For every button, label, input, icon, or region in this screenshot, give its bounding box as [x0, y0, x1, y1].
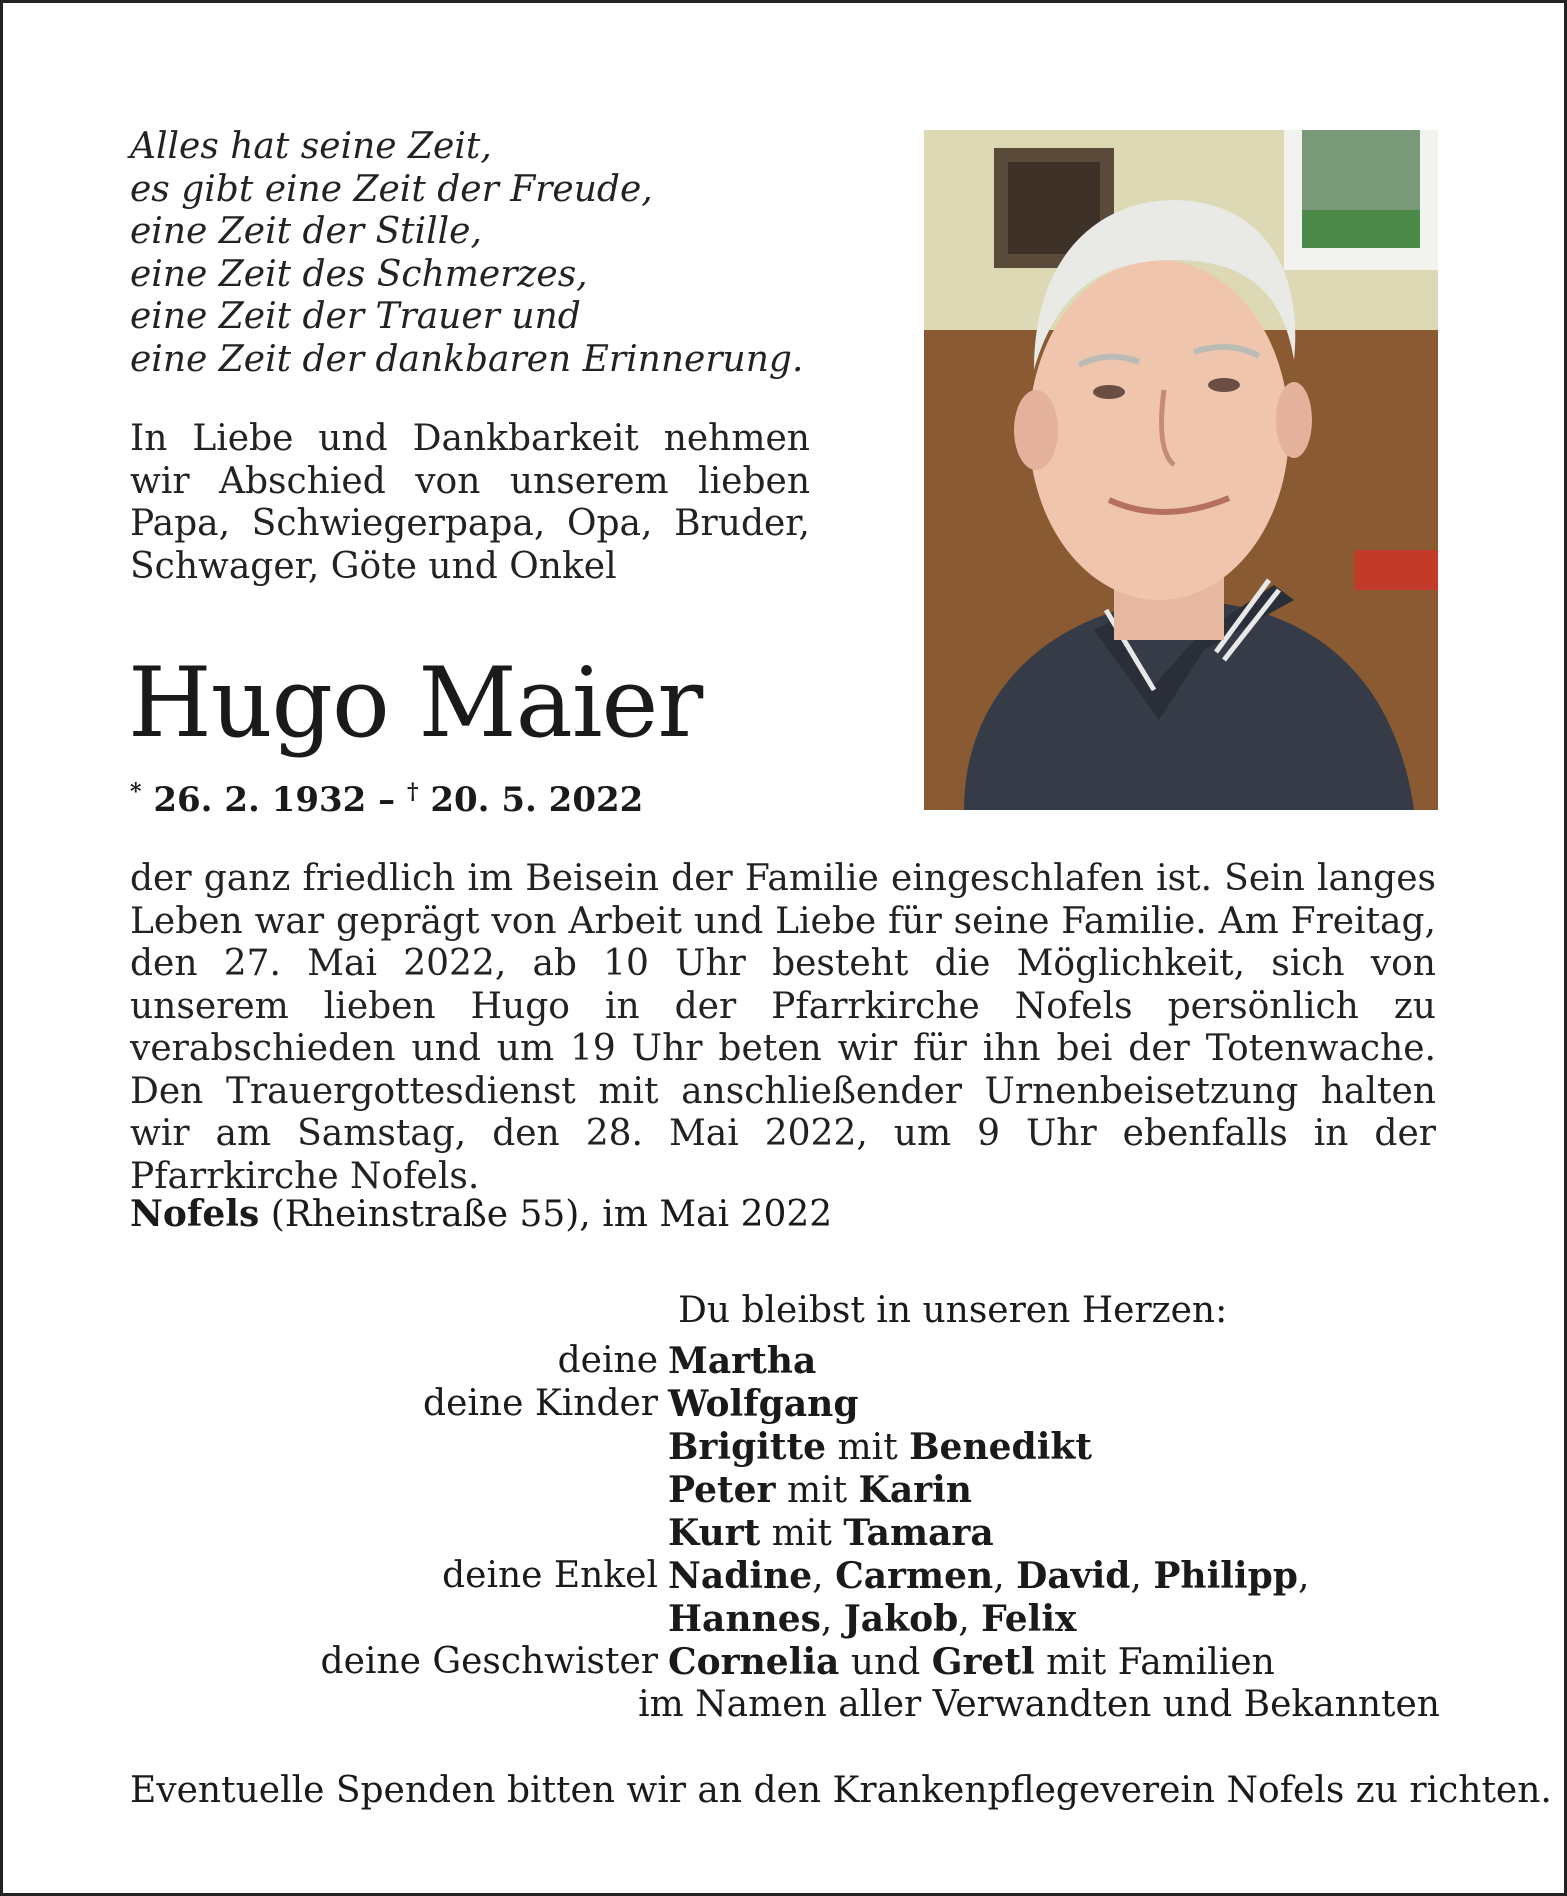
name-carmen: Carmen	[835, 1555, 994, 1597]
intro-text: In Liebe und Dankbarkeit nehmen wir Abschied von unserem lieben Papa, Schwiegerpapa, Opa, Bruder, Schwager, Göte und Onkel	[130, 418, 810, 587]
poem-line: Alles hat seine Zeit,	[130, 126, 492, 167]
family-row	[130, 1340, 1440, 1383]
donation-note: Eventuelle Spenden bitten wir an den Krankenpflegeverein Nofels zu richten.	[130, 1770, 1552, 1811]
family-names	[668, 1512, 1440, 1555]
name-cornelia: Cornelia	[668, 1641, 840, 1683]
family-names	[668, 1340, 1440, 1383]
poem-line: eine Zeit des Schmerzes,	[130, 253, 588, 295]
family-names	[668, 1426, 1440, 1469]
comma: ,	[812, 1556, 824, 1597]
birth-symbol: *	[130, 779, 142, 805]
comma: ,	[820, 1599, 833, 1640]
place-town: Nofels	[130, 1193, 260, 1235]
name-peter: Peter	[668, 1469, 776, 1511]
connector-und: und	[850, 1642, 921, 1683]
name-gretl: Gretl	[931, 1641, 1035, 1683]
connector-mit-familien: mit Familien	[1046, 1642, 1275, 1683]
relation-label	[130, 1512, 668, 1555]
name-tamara: Tamara	[843, 1512, 994, 1554]
death-symbol: †	[407, 779, 419, 805]
family-row	[130, 1469, 1440, 1512]
family-names	[668, 1469, 1440, 1512]
relation-label	[130, 1426, 668, 1469]
portrait-photo	[924, 130, 1438, 810]
poem-line: es gibt eine Zeit der Freude,	[130, 168, 653, 210]
family-names	[668, 1555, 1440, 1598]
family-row	[130, 1512, 1440, 1555]
relation-label: deine	[557, 1340, 658, 1381]
deceased-name: Hugo Maier	[128, 647, 703, 759]
name-kurt: Kurt	[668, 1512, 761, 1554]
announcement-text: der ganz friedlich im Beisein der Familie eingeschlafen ist. Sein langes Leben war geprägt von Arbeit und Liebe für seine Familie. Am Freitag, den 27. Mai 2022, ab 10 Uhr besteht die Möglichkeit, sich von unserem lieben Hugo in der Pfarrkirche Nofels persönlich zu verabschieden und um 19 Uhr beten wir für ihn bei der Totenwache. Den Trauergottesdienst mit anschließender Urnenbeisetzung halten wir am Samstag, den 28. Mai 2022, um 9 Uhr ebenfalls in der Pfarrkirche Nofels.	[130, 858, 1436, 1197]
family-row	[130, 1598, 1440, 1641]
life-dates	[130, 770, 643, 822]
poem-line: eine Zeit der Trauer und	[130, 296, 581, 337]
comma: ,	[1130, 1556, 1142, 1597]
name-felix: Felix	[981, 1598, 1077, 1640]
poem	[130, 126, 890, 381]
relatives-line: im Namen aller Verwandten und Bekannten	[638, 1684, 1440, 1725]
name-brigitte: Brigitte	[668, 1426, 827, 1468]
death-date: 20. 5. 2022	[430, 780, 644, 820]
name-hannes: Hannes	[668, 1598, 821, 1640]
family-row	[130, 1641, 1440, 1684]
poem-line: eine Zeit der Stille,	[130, 211, 482, 252]
heart-line: Du bleibst in unseren Herzen:	[678, 1290, 1228, 1331]
relation-label: deine Geschwister	[320, 1641, 658, 1682]
comma: ,	[993, 1556, 1005, 1597]
name-nadine: Nadine	[668, 1555, 813, 1597]
relation-label: deine Kinder	[423, 1383, 658, 1424]
connector-mit: mit	[771, 1513, 832, 1554]
family-row	[130, 1684, 1440, 1726]
name-karin: Karin	[858, 1469, 972, 1511]
birth-date: 26. 2. 1932	[153, 780, 367, 820]
relation-label	[130, 1684, 638, 1726]
name-wolfgang: Wolfgang	[668, 1383, 859, 1425]
connector-mit: mit	[837, 1427, 898, 1468]
relation-label	[130, 1598, 668, 1641]
family-row	[130, 1383, 1440, 1426]
name-philipp: Philipp	[1153, 1555, 1298, 1597]
family-row	[130, 1426, 1440, 1469]
family-names	[668, 1383, 1440, 1426]
relation-label: deine Enkel	[442, 1555, 658, 1596]
name-benedikt: Benedikt	[909, 1426, 1092, 1468]
family-row	[130, 1555, 1440, 1598]
date-separator: –	[378, 780, 396, 820]
comma: ,	[958, 1599, 970, 1640]
name-david: David	[1016, 1555, 1131, 1597]
family-names	[668, 1598, 1440, 1641]
poem-line: eine Zeit der dankbaren Erinnerung.	[130, 338, 804, 380]
name-jakob: Jakob	[843, 1598, 959, 1640]
family-names	[668, 1641, 1440, 1684]
family-list	[130, 1340, 1440, 1726]
comma: ,	[1297, 1556, 1310, 1597]
name-martha: Martha	[668, 1340, 817, 1382]
place-date-line	[130, 1193, 832, 1236]
connector-mit: mit	[786, 1470, 848, 1511]
place-details: (Rheinstraße 55), im Mai 2022	[259, 1194, 833, 1235]
relation-label	[130, 1469, 668, 1512]
